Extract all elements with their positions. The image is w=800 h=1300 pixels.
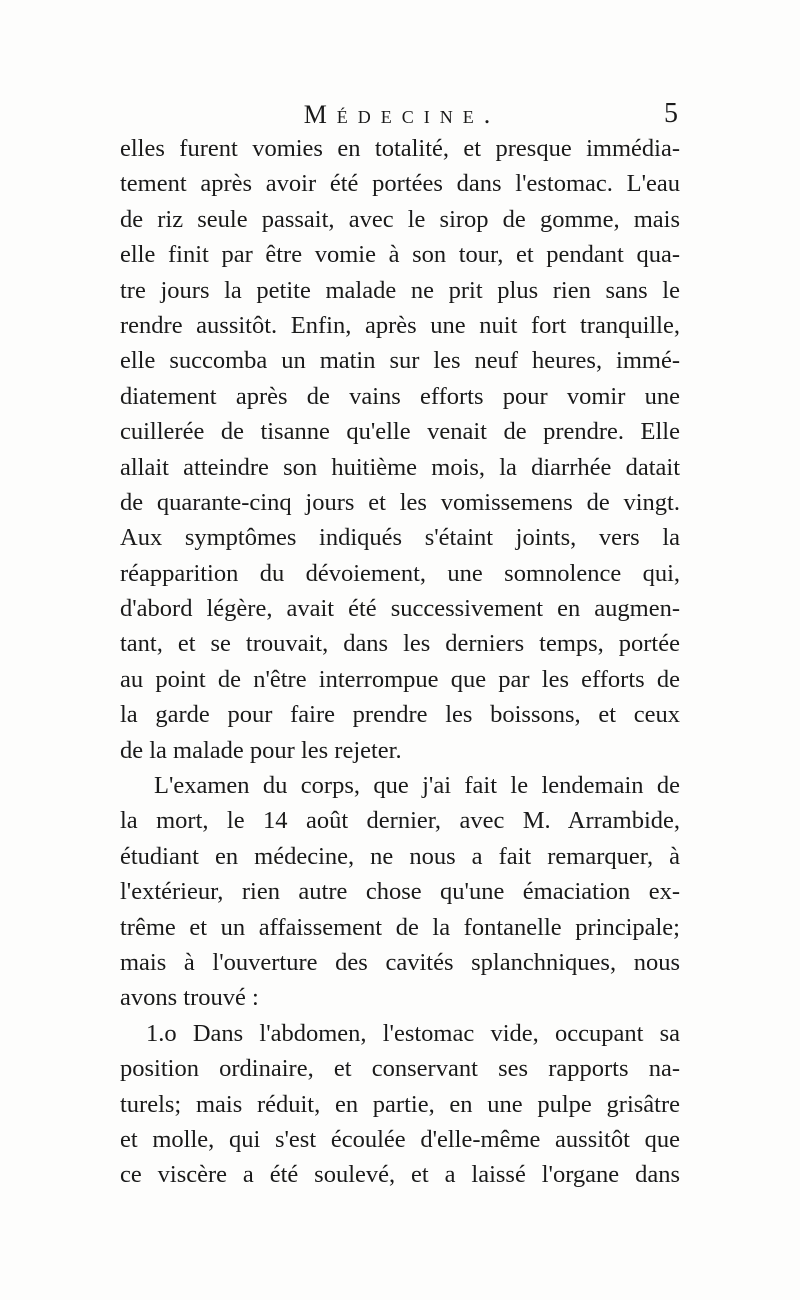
text-line: la garde pour faire prendre les boissons, et ceux xyxy=(120,701,680,729)
text-line: d'abord légère, avait été successivement en augmen- xyxy=(120,595,680,623)
text-line: ce viscère a été soulevé, et a laissé l'organe dans xyxy=(120,1161,680,1189)
text-line: de quarante-cinq jours et les vomissemens de vingt. xyxy=(120,488,680,516)
text-line: elle finit par être vomie à son tour, et pendant qua- xyxy=(120,241,680,269)
text-line: réapparition du dévoiement, une somnolence qui, xyxy=(120,559,680,587)
text-line: Aux symptômes indiqués s'étaint joints, vers la xyxy=(120,524,680,552)
text-line: avons trouvé : xyxy=(120,984,259,1012)
text-line: tre jours la petite malade ne prit plus rien sans le xyxy=(120,276,680,304)
text-line: et molle, qui s'est écoulée d'elle-même aussitôt que xyxy=(120,1125,680,1153)
text-line: tement après avoir été portées dans l'estomac. L'eau xyxy=(120,170,680,198)
page-number: 5 xyxy=(664,98,678,129)
text-line: de riz seule passait, avec le sirop de gomme, mais xyxy=(120,205,680,233)
paragraph-first-line: L'examen du corps, que j'ai fait le lendemain de xyxy=(154,772,680,800)
text-line: position ordinaire, et conservant ses rapports na- xyxy=(120,1055,680,1083)
text-line: l'extérieur, rien autre chose qu'une émaciation ex- xyxy=(120,878,680,906)
body-text xyxy=(120,131,680,1193)
text-line: allait atteindre son huitième mois, la diarrhée datait xyxy=(120,453,680,481)
text-line: cuillerée de tisanne qu'elle venait de prendre. Elle xyxy=(120,418,680,446)
text-line: la mort, le 14 août dernier, avec M. Arrambide, xyxy=(120,807,680,835)
text-line: au point de n'être interrompue que par les efforts de xyxy=(120,665,680,693)
text-line: tant, et se trouvait, dans les derniers temps, portée xyxy=(120,630,680,658)
text-line: mais à l'ouverture des cavités splanchniques, nous xyxy=(120,948,680,976)
text-line: turels; mais réduit, en partie, en une pulpe grisâtre xyxy=(120,1090,680,1118)
text-line: diatement après de vains efforts pour vomir une xyxy=(120,382,680,410)
text-line: elles furent vomies en totalité, et presque immédia- xyxy=(120,135,680,162)
text-line: étudiant en médecine, ne nous a fait remarquer, à xyxy=(120,842,680,870)
paragraph-first-line: 1.o Dans l'abdomen, l'estomac vide, occupant sa xyxy=(146,1019,680,1047)
text-line: trême et un affaissement de la fontanelle principale; xyxy=(120,913,680,941)
text-line: rendre aussitôt. Enfin, après une nuit fort tranquille, xyxy=(120,311,680,339)
page-header xyxy=(122,96,682,136)
text-line: de la malade pour les rejeter. xyxy=(120,736,402,764)
running-head: Médecine. xyxy=(303,100,501,129)
text-line: elle succomba un matin sur les neuf heures, immé- xyxy=(120,347,680,375)
